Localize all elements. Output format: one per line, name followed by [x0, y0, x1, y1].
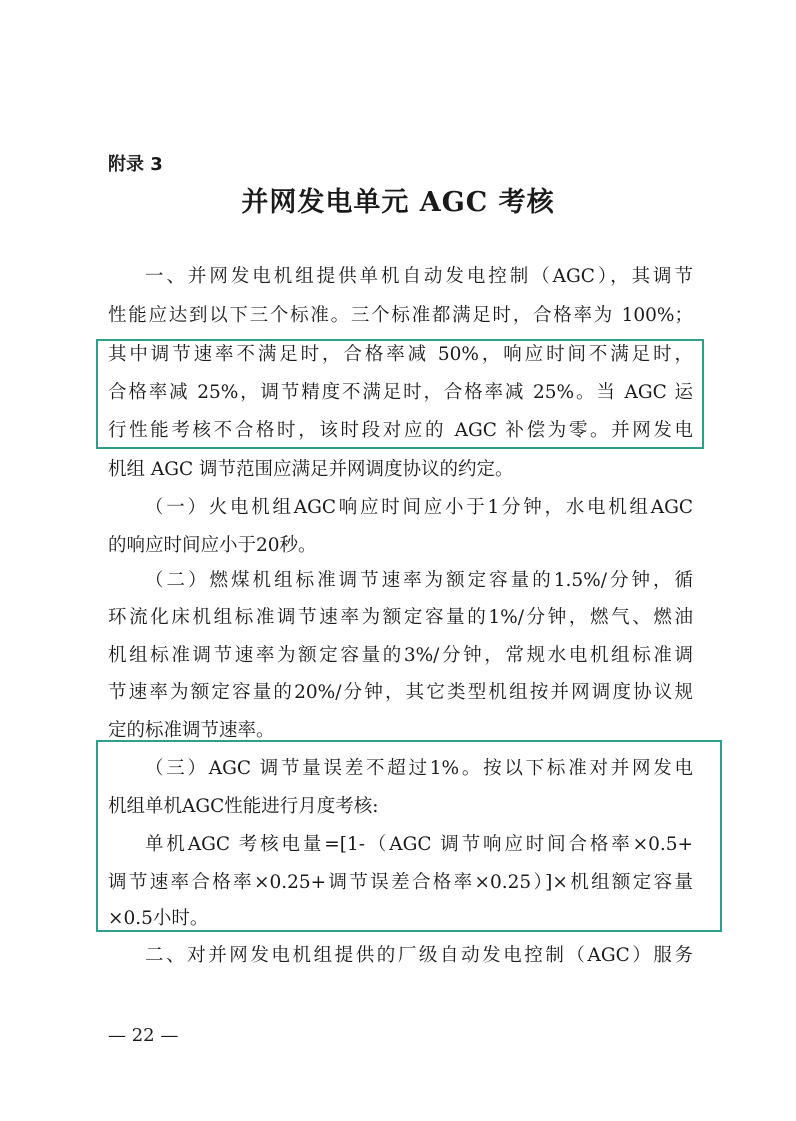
paragraph-line: 一、并网发电机组提供单机自动发电控制（AGC），其调节 — [145, 266, 693, 287]
paragraph-line: 的响应时间应小于20秒。 — [108, 535, 317, 556]
paragraph-line: （一）火电机组AGC响应时间应小于1分钟，水电机组AGC — [145, 497, 693, 518]
paragraph-line: 性能应达到以下三个标准。三个标准都满足时，合格率为 100%； — [108, 305, 693, 326]
paragraph-line: 定的标准调节速率。 — [108, 720, 275, 741]
paragraph-line: 机组标准调节速率为额定容量的3%/分钟，常规水电机组标准调 — [108, 645, 693, 666]
paragraph-line: ×0.5小时。 — [108, 908, 209, 929]
paragraph-line: 调节速率合格率×0.25+调节误差合格率×0.25）]×机组额定容量 — [108, 872, 693, 893]
paragraph-line: 其中调节速率不满足时，合格率减 50%，响应时间不满足时， — [108, 344, 693, 365]
document-title: 并网发电单元 AGC 考核 — [241, 187, 555, 218]
paragraph-line: （二）燃煤机组标准调节速率为额定容量的1.5%/分钟，循 — [145, 570, 693, 591]
paragraph-line: 机组 AGC 调节范围应满足并网调度协议的约定。 — [108, 459, 514, 480]
paragraph-line: 单机AGC 考核电量=[1-（AGC 调节响应时间合格率×0.5+ — [145, 834, 693, 855]
appendix-label: 附录 3 — [108, 154, 163, 175]
paragraph-line: 机组单机AGC性能进行月度考核: — [108, 796, 379, 817]
page-number: — 22 — — [108, 1025, 179, 1046]
paragraph-line: （三）AGC 调节量误差不超过1%。按以下标准对并网发电 — [145, 758, 693, 779]
paragraph-line: 二、对并网发电机组提供的厂级自动发电控制（AGC）服务 — [145, 945, 693, 966]
paragraph-line: 环流化床机组标准调节速率为额定容量的1%/分钟，燃气、燃油 — [108, 607, 693, 628]
paragraph-line: 节速率为额定容量的20%/分钟，其它类型机组按并网调度协议规 — [108, 682, 693, 703]
paragraph-line: 合格率减 25%，调节精度不满足时，合格率减 25%。当 AGC 运 — [108, 382, 693, 403]
paragraph-line: 行性能考核不合格时，该时段对应的 AGC 补偿为零。并网发电 — [108, 420, 693, 441]
